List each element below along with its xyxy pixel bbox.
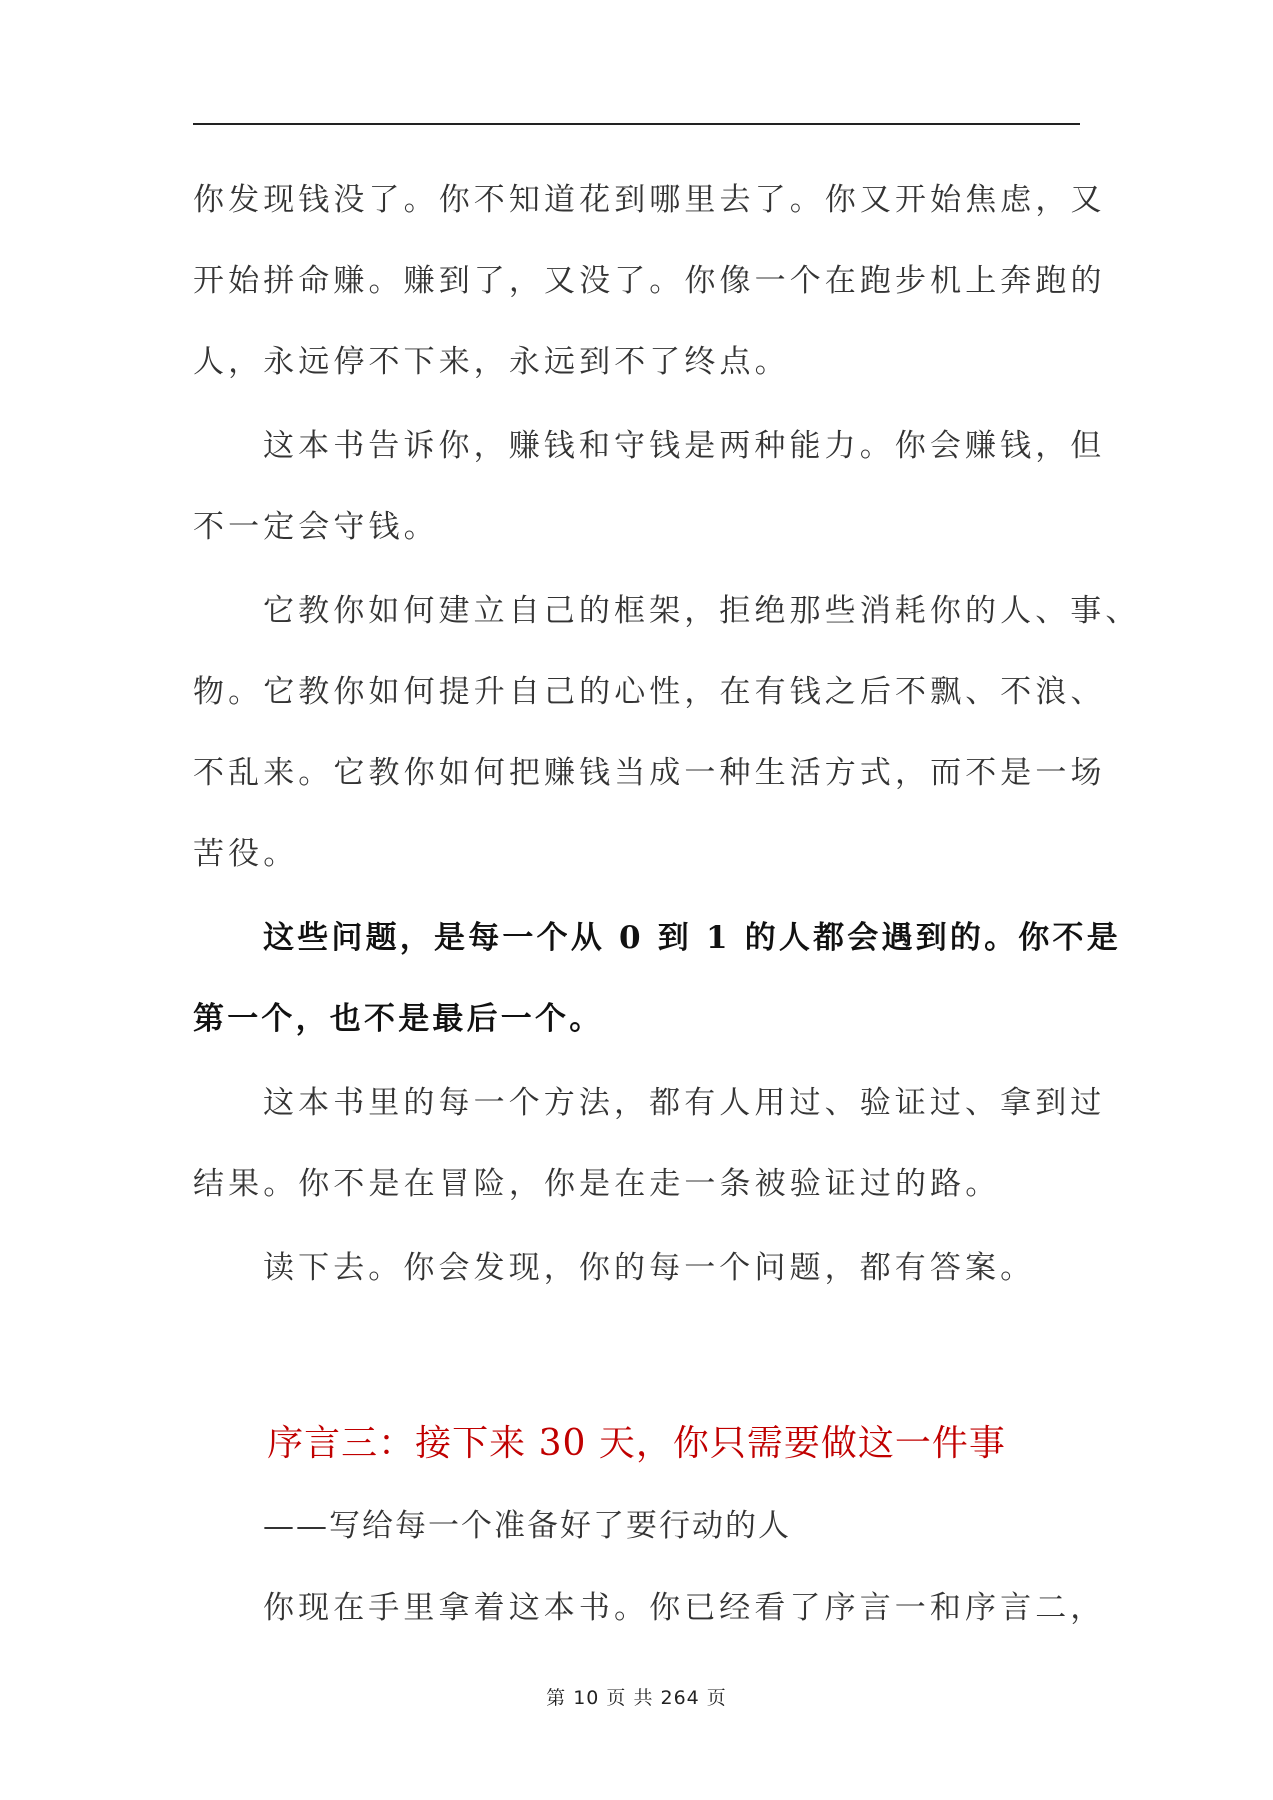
- body-line: 这本书里的每一个方法，都有人用过、验证过、拿到过: [263, 1085, 1106, 1121]
- body-line: 苦役。: [193, 836, 299, 872]
- body-line: 结果。你不是在冒险，你是在走一条被验证过的路。: [193, 1166, 1001, 1202]
- header-rule: [193, 123, 1080, 125]
- section-subtitle: ——写给每一个准备好了要行动的人: [263, 1508, 791, 1544]
- bold-body-line: 这些问题，是每一个从 0 到 1 的人都会遇到的。你不是: [263, 920, 1121, 956]
- body-line: 它教你如何建立自己的框架，拒绝那些消耗你的人、事、: [263, 593, 1141, 629]
- body-line: 不一定会守钱。: [193, 509, 439, 545]
- body-line: 你现在手里拿着这本书。你已经看了序言一和序言二，: [263, 1590, 1106, 1626]
- body-line: 这本书告诉你，赚钱和守钱是两种能力。你会赚钱，但: [263, 428, 1106, 464]
- body-line: 开始拼命赚。赚到了，又没了。你像一个在跑步机上奔跑的: [193, 263, 1106, 299]
- body-line: 人，永远停不下来，永远到不了终点。: [193, 344, 790, 380]
- bold-body-line: 第一个，也不是最后一个。: [193, 1001, 604, 1037]
- body-line: 物。它教你如何提升自己的心性，在有钱之后不飘、不浪、: [193, 674, 1106, 710]
- body-line: 你发现钱没了。你不知道花到哪里去了。你又开始焦虑，又: [193, 182, 1106, 218]
- body-line: 不乱来。它教你如何把赚钱当成一种生活方式，而不是一场: [193, 755, 1106, 791]
- page-number: 第 10 页 共 264 页: [546, 1687, 727, 1709]
- body-line: 读下去。你会发现，你的每一个问题，都有答案。: [263, 1250, 1036, 1286]
- section-heading: 序言三：接下来 30 天，你只需要做这一件事: [267, 1423, 1006, 1464]
